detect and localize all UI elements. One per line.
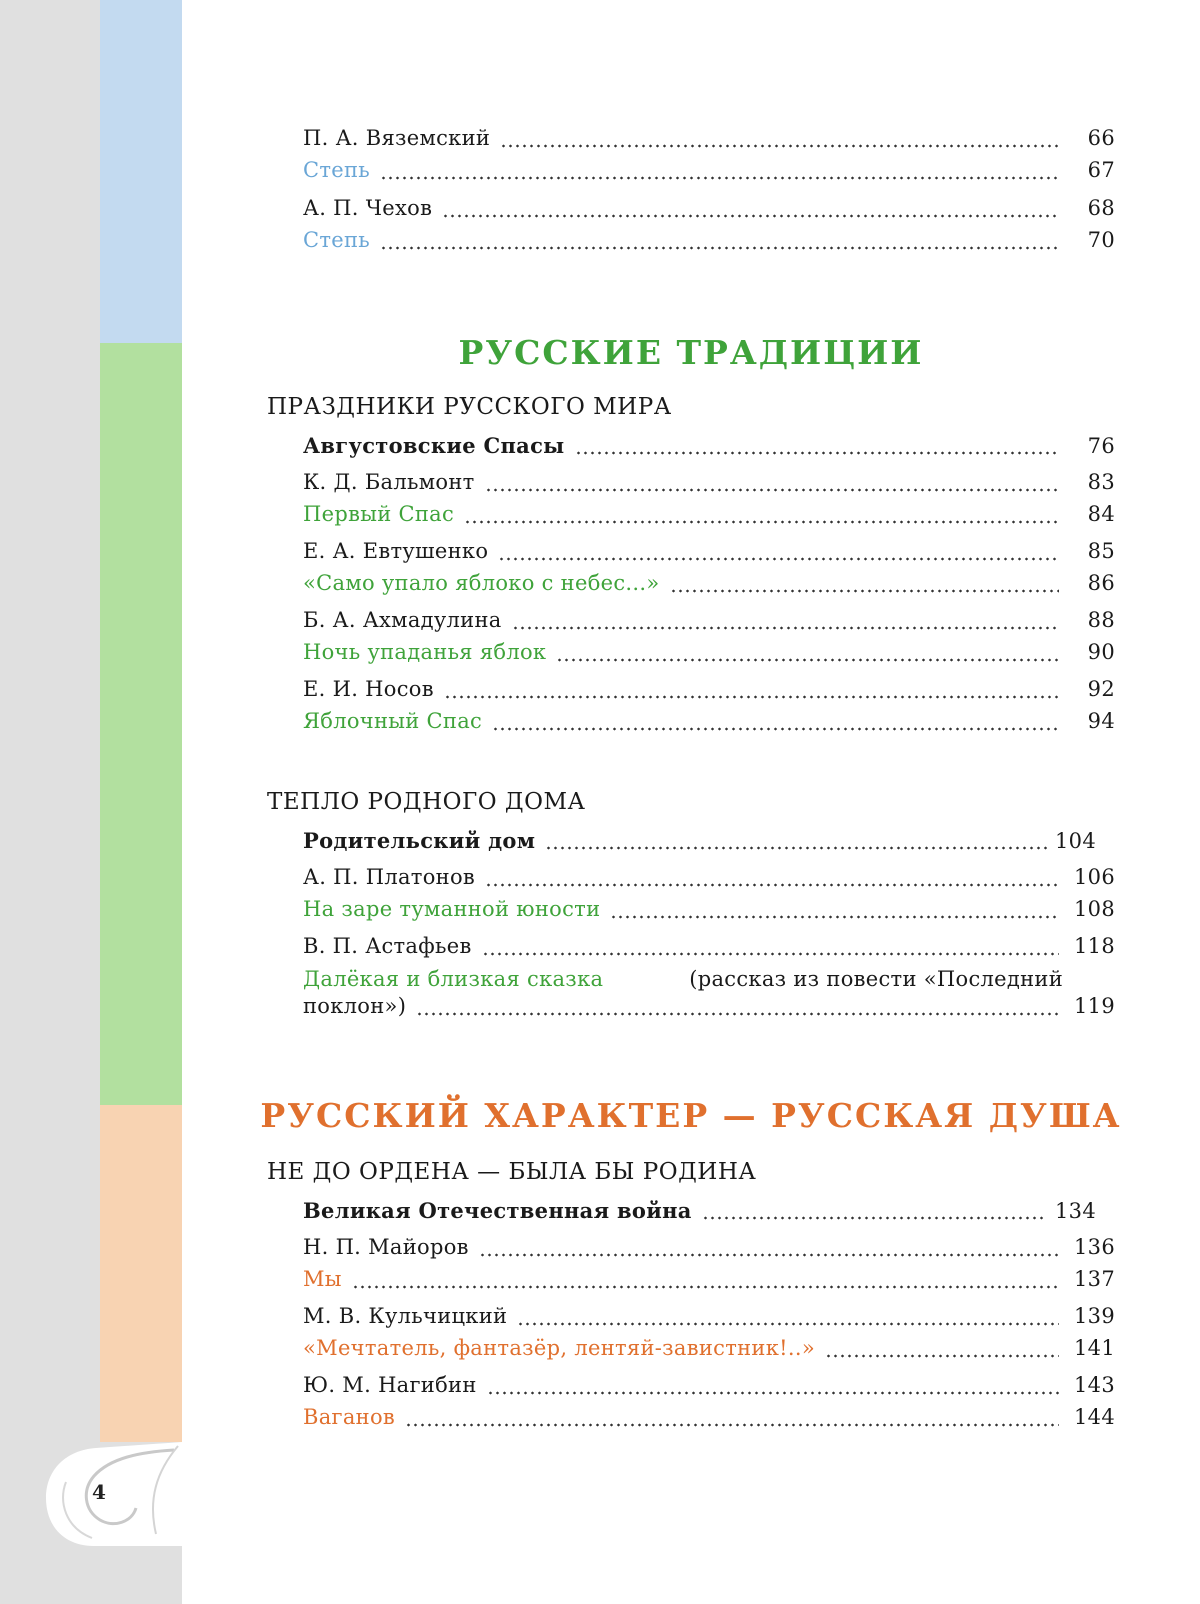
toc-entry-nosov[interactable]	[303, 677, 1115, 707]
leader-dots	[556, 657, 1059, 663]
toc-entry-title: Мы	[303, 1267, 342, 1291]
toc-entry-title: Е. И. Носов	[303, 677, 434, 701]
toc-entry-page: 88	[1087, 608, 1115, 632]
toc-entry-vyazemsky[interactable]	[303, 126, 1115, 156]
toc-entry-kulchitsky[interactable]	[303, 1304, 1115, 1334]
leader-dots	[380, 245, 1059, 251]
toc-entry-title: Н. П. Майоров	[303, 1235, 469, 1259]
toc-entry-na-zare[interactable]	[303, 897, 1115, 927]
leader-dots	[517, 1321, 1059, 1327]
leader-dots	[405, 1422, 1059, 1428]
page-number-badge	[44, 1442, 182, 1546]
toc-entry-title: В. П. Астафьев	[303, 934, 472, 958]
toc-entry-evtushenko[interactable]	[303, 539, 1115, 569]
toc-entry-page: 108	[1074, 897, 1115, 921]
toc-entry-dalekaya-skazka-cont[interactable]	[303, 994, 1115, 1024]
toc-entry-page: 118	[1074, 934, 1115, 958]
toc-entry-dalekaya-skazka[interactable]	[303, 967, 1063, 991]
toc-entry-samo-upalo[interactable]	[303, 571, 1115, 601]
toc-entry-mayorov[interactable]	[303, 1235, 1115, 1265]
leader-dots	[575, 450, 1059, 456]
toc-entry-balmont[interactable]	[303, 470, 1115, 500]
leader-dots	[500, 143, 1059, 149]
toc-entry-akhmadulina[interactable]	[303, 608, 1115, 638]
toc-entry-noch-upadanya[interactable]	[303, 640, 1115, 670]
toc-entry-page: 67	[1087, 158, 1115, 182]
toc-entry-title: Августовские Спасы	[303, 433, 565, 458]
subsection-heading-holidays: ПРАЗДНИКИ РУССКОГО МИРА	[267, 394, 672, 420]
toc-entry-continuation: поклон»)	[303, 994, 407, 1018]
leader-dots	[702, 1215, 1047, 1221]
leader-dots	[498, 556, 1059, 562]
toc-entry-page: 136	[1074, 1235, 1115, 1259]
toc-entry-step-2[interactable]	[303, 228, 1115, 258]
toc-entry-title: Родительский дом	[303, 828, 536, 853]
toc-entry-page: 68	[1087, 196, 1115, 220]
toc-entry-title: Б. А. Ахмадулина	[303, 608, 502, 632]
toc-entry-vaganov[interactable]	[303, 1405, 1115, 1435]
toc-entry-astafev[interactable]	[303, 934, 1115, 964]
toc-entry-yablochnyi-spas[interactable]	[303, 709, 1115, 739]
toc-entry-page: 144	[1074, 1405, 1115, 1429]
leader-dots	[416, 1011, 1059, 1017]
toc-entry-page: 106	[1074, 865, 1115, 889]
toc-entry-title: Великая Отечественная война	[303, 1198, 692, 1223]
toc-entry-page: 92	[1087, 677, 1115, 701]
toc-entry-title: «Мечтатель, фантазёр, лентяй-завистник!..»	[303, 1336, 815, 1360]
leader-dots	[485, 487, 1059, 493]
toc-entry-title: М. В. Кульчицкий	[303, 1304, 508, 1328]
toc-entry-title: Яблочный Спас	[303, 709, 483, 733]
toc-entry-roditelskii-dom[interactable]	[303, 828, 1115, 858]
toc-entry-title: Е. А. Евтушенко	[303, 539, 489, 563]
leader-dots	[670, 588, 1059, 594]
section-title-traditions: РУССКИЕ ТРАДИЦИИ	[458, 333, 924, 372]
toc-entry-step-1[interactable]	[303, 158, 1115, 188]
leader-dots	[479, 1252, 1059, 1258]
toc-entry-page: 134	[1055, 1199, 1096, 1223]
toc-entry-my[interactable]	[303, 1267, 1115, 1297]
toc-entry-pervyi-spas[interactable]	[303, 502, 1115, 532]
leader-dots	[512, 625, 1059, 631]
leader-dots	[380, 175, 1059, 181]
toc-entry-page: 85	[1087, 539, 1115, 563]
toc-entry-title: Ю. М. Нагибин	[303, 1373, 477, 1397]
toc-entry-page: 90	[1087, 640, 1115, 664]
page-number: 4	[92, 1480, 106, 1504]
toc-entry-title: Степь	[303, 158, 371, 182]
leader-dots	[487, 1390, 1059, 1396]
toc-entry-title: Далёкая и близкая сказка	[303, 967, 604, 991]
toc-entry-page: 83	[1087, 470, 1115, 494]
toc-entry-title: А. П. Чехов	[303, 196, 433, 220]
toc-entry-page: 137	[1074, 1267, 1115, 1291]
toc-entry-page: 70	[1087, 228, 1115, 252]
toc-entry-page: 104	[1055, 829, 1096, 853]
leader-dots	[485, 882, 1059, 888]
toc-entry-title: Ночь упаданья яблок	[303, 640, 547, 664]
subsection-heading-home: ТЕПЛО РОДНОГО ДОМА	[267, 789, 586, 815]
toc-entry-chekhov[interactable]	[303, 196, 1115, 226]
toc-entry-title: П. А. Вяземский	[303, 126, 491, 150]
leader-dots	[442, 213, 1059, 219]
leader-dots	[545, 845, 1047, 851]
toc-entry-platonov[interactable]	[303, 865, 1115, 895]
leader-dots	[610, 914, 1059, 920]
toc-entry-title: На заре туманной юности	[303, 897, 601, 921]
leader-dots	[352, 1284, 1059, 1290]
leader-dots	[825, 1353, 1059, 1359]
toc-entry-page: 86	[1087, 571, 1115, 595]
subsection-heading-war: НЕ ДО ОРДЕНА — БЫЛА БЫ РОДИНА	[267, 1159, 757, 1185]
toc-entry-vov[interactable]	[303, 1198, 1115, 1228]
color-band-blue	[100, 0, 182, 343]
section-title-character: РУССКИЙ ХАРАКТЕР — РУССКАЯ ДУША	[260, 1096, 1122, 1135]
leader-dots	[492, 726, 1059, 732]
toc-entry-title: «Само упало яблоко с небес...»	[303, 571, 660, 595]
toc-entry-title: К. Д. Бальмонт	[303, 470, 475, 494]
toc-entry-mechtatel[interactable]	[303, 1336, 1115, 1366]
color-band-green	[100, 343, 182, 1105]
toc-entry-page: 84	[1087, 502, 1115, 526]
leader-dots	[482, 951, 1059, 957]
toc-entry-page: 139	[1074, 1304, 1115, 1328]
toc-entry-title: Степь	[303, 228, 371, 252]
left-margin	[0, 0, 100, 1604]
leader-dots	[464, 519, 1059, 525]
toc-entry-page: 94	[1087, 709, 1115, 733]
toc-entry-page: 143	[1074, 1373, 1115, 1397]
toc-entry-page: 141	[1074, 1336, 1115, 1360]
toc-entry-note: (рассказ из повести «Последний	[689, 967, 1063, 991]
swirl-ornament-icon	[44, 1442, 182, 1546]
toc-entry-title: Ваганов	[303, 1405, 396, 1429]
toc-entry-title: А. П. Платонов	[303, 865, 476, 889]
toc-entry-page: 76	[1087, 434, 1115, 458]
toc-entry-page: 119	[1074, 994, 1115, 1018]
leader-dots	[444, 694, 1059, 700]
toc-entry-title: Первый Спас	[303, 502, 455, 526]
toc-entry-avgust-spasy[interactable]	[303, 433, 1115, 463]
toc-entry-page: 66	[1087, 126, 1115, 150]
toc-entry-nagibin[interactable]	[303, 1373, 1115, 1403]
color-band-peach	[100, 1105, 182, 1442]
